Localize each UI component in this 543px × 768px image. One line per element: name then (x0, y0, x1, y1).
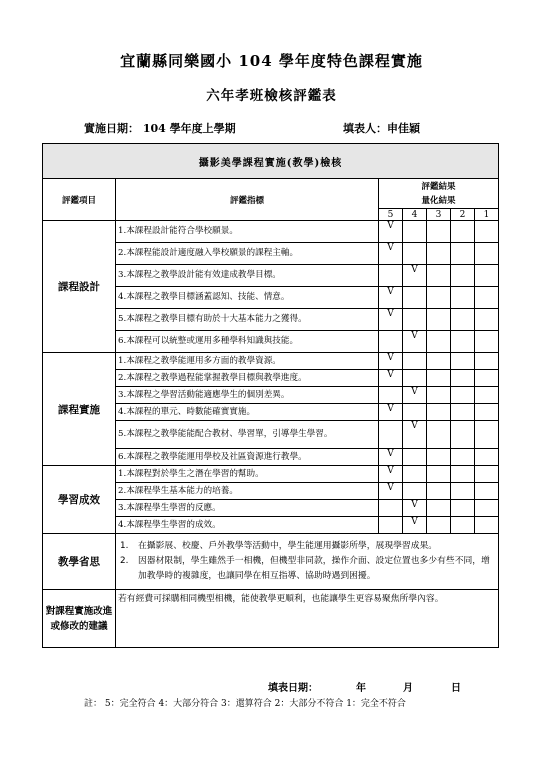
score-1-cell (475, 483, 499, 500)
check-mark: V (379, 370, 403, 387)
score-3-cell (427, 500, 451, 517)
score-5-cell (379, 421, 403, 449)
score-5-cell (379, 517, 403, 534)
score-4-cell (403, 466, 427, 483)
check-mark: V (379, 221, 403, 243)
indicator-text: 5.本課程之教學能能配合教材、學習單，引導學生學習。 (116, 421, 379, 449)
result-label: 評鑑結果 (421, 181, 456, 192)
check-mark: V (379, 466, 403, 483)
category-suggestion: 對課程實施改進或修改的建議 (43, 590, 116, 648)
score-4-cell (403, 353, 427, 370)
score-2-cell (451, 517, 475, 534)
fill-date-month: 月 (403, 683, 413, 694)
score-2-cell (451, 353, 475, 370)
score-3-cell (427, 449, 451, 466)
fill-date-day: 日 (451, 683, 461, 694)
score-1-header: 1 (475, 209, 499, 221)
column-header-item: 評鑑項目 (43, 179, 116, 221)
indicator-text: 5.本課程之教學目標有助於十大基本能力之獲得。 (116, 309, 379, 331)
indicator-text: 3.本課程學生學習的反應。 (116, 500, 379, 517)
score-2-cell (451, 287, 475, 309)
check-mark: V (379, 309, 403, 331)
score-2-cell (451, 449, 475, 466)
score-3-cell (427, 421, 451, 449)
score-3-cell (427, 309, 451, 331)
column-header-indicator: 評鑑指標 (116, 179, 379, 221)
table-row (43, 221, 499, 243)
suggestion-text: 若有經費可採購相同機型相機，能使教學更順利，也能讓學生更容易聚焦所學內容。 (116, 590, 499, 648)
score-3-cell (427, 331, 451, 353)
score-3-cell (427, 404, 451, 421)
indicator-text: 3.本課程之教學設計能有效達成教學目標。 (116, 265, 379, 287)
check-mark: V (379, 483, 403, 500)
score-3-cell (427, 265, 451, 287)
score-3-cell (427, 221, 451, 243)
indicator-text: 6.本課程之教學能運用學校及社區資源進行教學。 (116, 449, 379, 466)
score-2-cell (451, 483, 475, 500)
category-label: 學習成效 (43, 466, 116, 534)
score-2-cell (451, 331, 475, 353)
indicator-text: 1.本課程對於學生之潛在學習的幫助。 (116, 466, 379, 483)
check-mark: V (403, 387, 427, 404)
score-3-cell (427, 466, 451, 483)
score-1-cell (475, 287, 499, 309)
reflection-num: 2. (120, 556, 129, 566)
score-1-cell (475, 331, 499, 353)
score-5-cell (379, 387, 403, 404)
table-row (43, 353, 499, 370)
score-4-cell (403, 449, 427, 466)
evaluation-table (42, 143, 499, 648)
score-2-cell (451, 404, 475, 421)
table-banner: 攝影美學課程實施(教學)檢核 (43, 144, 499, 179)
check-mark: V (379, 353, 403, 370)
score-2-cell (451, 370, 475, 387)
score-4-cell (403, 309, 427, 331)
score-1-cell (475, 500, 499, 517)
score-2-cell (451, 421, 475, 449)
score-1-cell (475, 353, 499, 370)
score-2-cell (451, 309, 475, 331)
score-1-cell (475, 517, 499, 534)
check-mark: V (403, 421, 427, 449)
filler-name: 填表人：申佳穎 (343, 122, 420, 135)
indicator-text: 6.本課程可以統整或運用多種學科知識與技能。 (116, 331, 379, 353)
score-1-cell (475, 265, 499, 287)
score-1-cell (475, 370, 499, 387)
check-mark: V (403, 331, 427, 353)
indicator-text: 2.本課程能設計適度融入學校願景的課程主軸。 (116, 243, 379, 265)
check-mark: V (403, 517, 427, 534)
score-2-cell (451, 265, 475, 287)
score-4-cell (403, 404, 427, 421)
check-mark: V (379, 287, 403, 309)
category-label: 課程設計 (43, 221, 116, 353)
score-1-cell (475, 309, 499, 331)
check-mark: V (379, 449, 403, 466)
check-mark: V (403, 500, 427, 517)
check-mark: V (379, 404, 403, 421)
score-legend-note: 註： 5：完全符合 4：大部分符合 3：還算符合 2：大部分不符合 1：完全不符合 (84, 699, 406, 709)
score-3-cell (427, 287, 451, 309)
score-3-cell (427, 370, 451, 387)
indicator-text: 2.本課程之教學過程能掌握教學目標與教學進度。 (116, 370, 379, 387)
score-2-cell (451, 243, 475, 265)
score-3-header: 3 (427, 209, 451, 221)
score-4-header: 4 (403, 209, 427, 221)
implementation-date: 實施日期： 104 學年度上學期 (84, 122, 236, 135)
check-mark: V (379, 243, 403, 265)
score-2-cell (451, 500, 475, 517)
document-title: 宜蘭縣同樂國小 104 學年度特色課程實施 (120, 52, 423, 70)
score-1-cell (475, 466, 499, 483)
score-4-cell (403, 370, 427, 387)
score-3-cell (427, 353, 451, 370)
check-mark: V (403, 265, 427, 287)
score-5-header: 5 (379, 209, 403, 221)
score-1-cell (475, 449, 499, 466)
score-1-cell (475, 404, 499, 421)
indicator-text: 1.本課程之教學能運用多方面的教學資源。 (116, 353, 379, 370)
score-3-cell (427, 387, 451, 404)
score-1-cell (475, 221, 499, 243)
score-2-header: 2 (451, 209, 475, 221)
score-2-cell (451, 387, 475, 404)
indicator-text: 4.本課程的單元、時數能確實實施。 (116, 404, 379, 421)
score-4-cell (403, 287, 427, 309)
score-3-cell (427, 517, 451, 534)
quantified-label: 量化結果 (421, 195, 456, 206)
category-label: 課程實施 (43, 353, 116, 466)
score-2-cell (451, 221, 475, 243)
indicator-text: 4.本課程學生學習的成效。 (116, 517, 379, 534)
indicator-text: 1.本課程設計能符合學校願景。 (116, 221, 379, 243)
fill-date-label: 填表日期： (268, 683, 318, 694)
category-reflection: 教學省思 (43, 534, 116, 590)
score-1-cell (475, 387, 499, 404)
column-header-result (379, 179, 499, 209)
indicator-text: 3.本課程之學習活動能適應學生的個別差異。 (116, 387, 379, 404)
score-3-cell (427, 243, 451, 265)
score-4-cell (403, 221, 427, 243)
document-subtitle: 六年孝班檢核評鑑表 (206, 88, 337, 104)
score-3-cell (427, 483, 451, 500)
score-5-cell (379, 265, 403, 287)
reflection-num: 1. (120, 541, 129, 551)
score-4-cell (403, 243, 427, 265)
score-1-cell (475, 421, 499, 449)
indicator-text: 4.本課程之教學目標涵蓋認知、技能、情意。 (116, 287, 379, 309)
score-2-cell (451, 466, 475, 483)
fill-date-year: 年 (356, 683, 366, 694)
score-5-cell (379, 500, 403, 517)
reflection-text: 在攝影展、校慶、戶外教學等活動中，學生能運用攝影所學，展現學習成果。 (138, 541, 438, 551)
reflection-content (116, 534, 499, 590)
score-5-cell (379, 331, 403, 353)
table-row (43, 466, 499, 483)
reflection-text: 因器材限制，學生雖然手一相機，但機型非同款，操作介面、設定位置也多少有些不同，增加教學時的複雜度，也讓同學在相互指導、協助時遇到困擾。 (138, 556, 490, 581)
reflection-item (120, 554, 496, 584)
reflection-item (120, 539, 496, 554)
score-1-cell (475, 243, 499, 265)
score-4-cell (403, 483, 427, 500)
indicator-text: 2.本課程學生基本能力的培養。 (116, 483, 379, 500)
